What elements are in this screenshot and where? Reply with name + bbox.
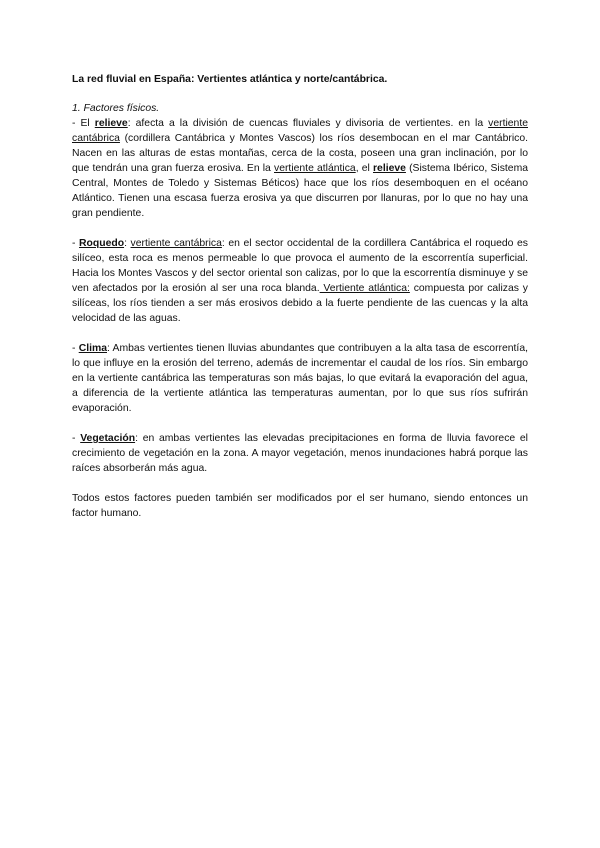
text-run: : Ambas vertientes tienen lluvias abundantes que contribuyen a la alta tasa de escorrentía, lo que influye en la erosión del terreno, además de incrementar el caudal de los ríos. Sin embargo en la vertiente cantábrica las temperaturas son más bajas, lo que evitará la evaporación del agua, a diferencia de la vertiente atlántica las temperaturas aumentan, por lo que sus ríos sufrirán evaporación.	[72, 343, 528, 414]
term-relieve-2: relieve	[373, 163, 406, 174]
text-run: : en el sector occidental de la cordillera Cantábrica el roquedo es silíceo, esta roca es menos permeable lo que provoca el aumento de la escorrentía superficial. Hacia los Montes Vascos y del sector oriental son calizas, por lo que la escorrentía disminuye y se ven afectados por la erosión al ser una roca blanda.	[72, 238, 528, 294]
term-roquedo: Roquedo	[79, 238, 125, 249]
paragraph-clima	[72, 341, 528, 416]
term-vegetacion: Vegetación	[80, 433, 136, 444]
text-run: - El	[72, 118, 95, 129]
text-run: (cordillera Cantábrica y Montes Vascos) los ríos desembocan en el mar Cantábrico. Nacen en las alturas de estas montañas, cerca de la costa, poseen una gran inclinación, por lo que tendrán una gran fuerza erosiva. En la	[72, 133, 528, 174]
term-vertiente-atlantica: vertiente atlántica	[274, 163, 356, 174]
paragraph-conclusion: Todos estos factores pueden también ser modificados por el ser humano, siendo entonces un factor humano.	[72, 493, 528, 519]
term-relieve: relieve	[94, 118, 128, 129]
section-heading: 1. Factores físicos.	[72, 103, 160, 114]
paragraph-relieve	[72, 116, 528, 221]
text-run: -	[72, 343, 79, 354]
text-run: , el	[355, 163, 373, 174]
spacer	[72, 326, 528, 341]
paragraph-vegetacion	[72, 431, 528, 476]
document-title: La red fluvial en España: Vertientes atlántica y norte/cantábrica.	[72, 74, 388, 85]
text-run: (Sistema Ibérico, Sistema Central, Montes de Toledo y Sistemas Béticos) hace que los ríos desemboquen en el océano Atlántico. Tienen una escasa fuerza erosiva ya que discurren por llanuras, por lo que no hay una gran pendiente.	[72, 163, 528, 219]
text-run: compuesta por calizas y silíceas, los ríos tienden a ser más erosivos debido a la fuerte pendiente de las cuencas y la alta velocidad de las aguas.	[72, 283, 528, 324]
text-run: -	[72, 238, 80, 249]
text-run: : en ambas vertientes las elevadas precipitaciones en forma de lluvia favorece el crecimiento de vegetación en la zona. A mayor vegetación, menos inundaciones habrá porque las raíces absorberán más agua.	[72, 433, 528, 474]
term-vertiente-cantabrica: vertiente cantábrica	[72, 118, 528, 144]
text-run: :	[124, 238, 131, 249]
text-run: -	[72, 433, 81, 444]
text-run: : afecta a la división de cuencas fluviales y divisoria de vertientes. en la	[127, 118, 489, 129]
spacer	[72, 416, 528, 431]
term-clima: Clima	[78, 343, 107, 354]
term-vertiente-cantabrica: vertiente cantábrica	[130, 238, 222, 249]
spacer	[72, 221, 528, 236]
term-vertiente-atlantica: Vertiente atlántica:	[319, 283, 410, 294]
paragraph-roquedo	[72, 236, 528, 326]
spacer	[72, 476, 528, 491]
document-body	[72, 72, 528, 521]
